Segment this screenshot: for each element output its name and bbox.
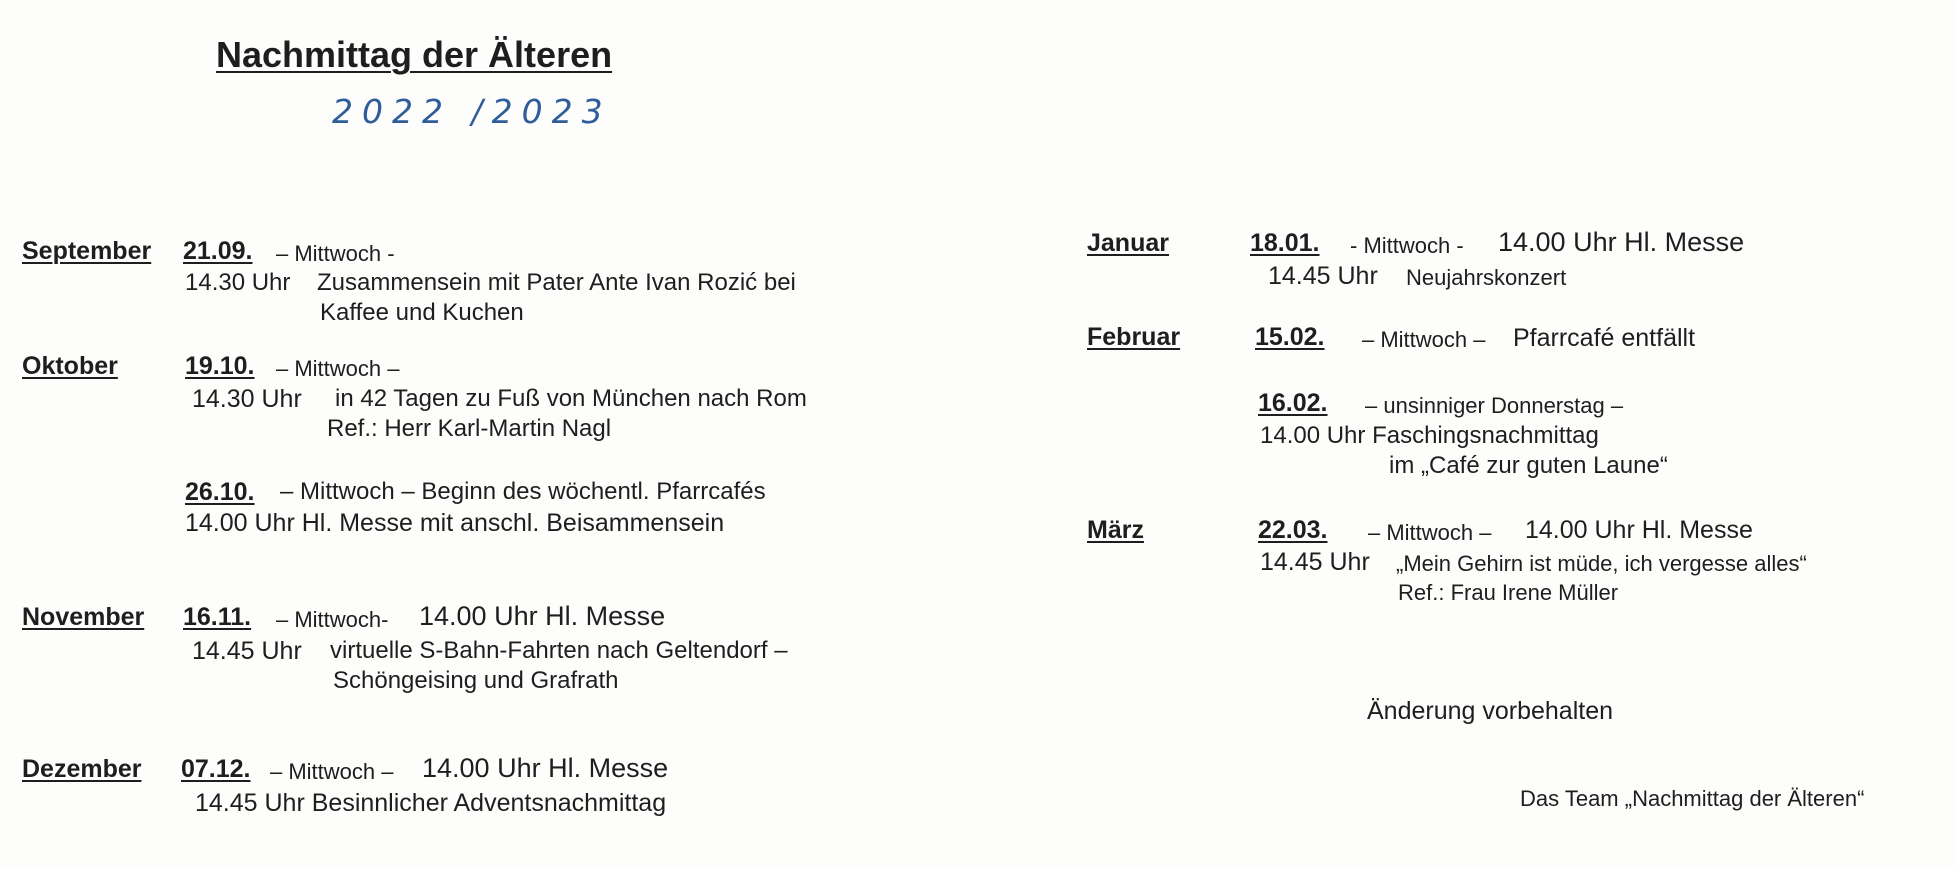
event-weekday: – Mittwoch – <box>276 356 400 381</box>
event-date: 26.10. <box>185 478 255 506</box>
event-description: in 42 Tagen zu Fuß von München nach Rom <box>335 385 807 412</box>
event-date: 22.03. <box>1258 516 1328 544</box>
month-label: Januar <box>1087 229 1169 257</box>
event-weekday: – Mittwoch- <box>276 607 389 632</box>
event-description: Zusammensein mit Pater Ante Ivan Rozić bei <box>317 269 796 296</box>
event-time: 14.30 Uhr <box>192 385 302 413</box>
event-line: 14.00 Uhr Hl. Messe mit anschl. Beisammensein <box>185 509 725 537</box>
event-date: 18.01. <box>1250 229 1320 257</box>
event-weekday: – Mittwoch - <box>276 241 395 266</box>
event-weekday: – Mittwoch – <box>1362 327 1486 352</box>
month-label: Februar <box>1087 323 1181 351</box>
event-note: Pfarrcafé entfällt <box>1513 324 1696 352</box>
event-description-cont: Schöngeising und Grafrath <box>333 667 619 694</box>
event-description-cont: Kaffee und Kuchen <box>320 299 524 326</box>
event-weekday: – unsinniger Donnerstag – <box>1365 393 1624 418</box>
event-description-cont: Ref.: Frau Irene Müller <box>1398 580 1619 605</box>
month-label: November <box>22 603 145 631</box>
event-time: 14.45 Uhr <box>1260 548 1370 576</box>
event-mass: 14.00 Uhr Hl. Messe <box>1498 227 1745 257</box>
event-weekday: – Mittwoch – <box>270 759 394 784</box>
event-time: 14.45 Uhr <box>192 637 302 665</box>
event-mass: 14.00 Uhr Hl. Messe <box>419 601 666 631</box>
event-date: 16.11. <box>183 603 252 631</box>
handwritten-year-note: 2022 /2023 <box>332 92 612 131</box>
event-description-cont: Ref.: Herr Karl-Martin Nagl <box>327 415 612 442</box>
event-date: 16.02. <box>1258 389 1328 417</box>
event-time: 14.45 Uhr <box>1268 262 1378 290</box>
team-signature: Das Team „Nachmittag der Älteren“ <box>1520 786 1865 811</box>
event-date: 07.12. <box>181 755 251 783</box>
event-date: 15.02. <box>1255 323 1325 351</box>
event-weekday-note: – Mittwoch – Beginn des wöchentl. Pfarrcafés <box>280 478 766 505</box>
page-title: Nachmittag der Älteren <box>216 34 613 75</box>
event-weekday: - Mittwoch - <box>1350 233 1464 258</box>
event-weekday: – Mittwoch – <box>1368 520 1492 545</box>
month-label: Dezember <box>22 755 142 783</box>
event-date: 21.09. <box>183 237 253 265</box>
event-mass: 14.00 Uhr Hl. Messe <box>1525 516 1753 544</box>
event-date: 19.10. <box>185 352 255 380</box>
event-description: virtuelle S-Bahn-Fahrten nach Geltendorf – <box>330 637 788 664</box>
event-mass: 14.00 Uhr Hl. Messe <box>422 753 669 783</box>
event-line: 14.00 Uhr Faschingsnachmittag <box>1260 422 1599 449</box>
month-label: März <box>1087 516 1144 544</box>
event-line-cont: im „Café zur guten Laune“ <box>1389 452 1668 479</box>
month-label: Oktober <box>22 352 118 380</box>
month-label: September <box>22 237 152 265</box>
event-time: 14.30 Uhr <box>185 269 291 296</box>
event-line: 14.45 Uhr Besinnlicher Adventsnachmittag <box>195 789 667 817</box>
change-reserved-note: Änderung vorbehalten <box>1367 697 1614 725</box>
event-description: Neujahrskonzert <box>1406 265 1567 290</box>
event-description: „Mein Gehirn ist müde, ich vergesse alles“ <box>1396 551 1807 576</box>
